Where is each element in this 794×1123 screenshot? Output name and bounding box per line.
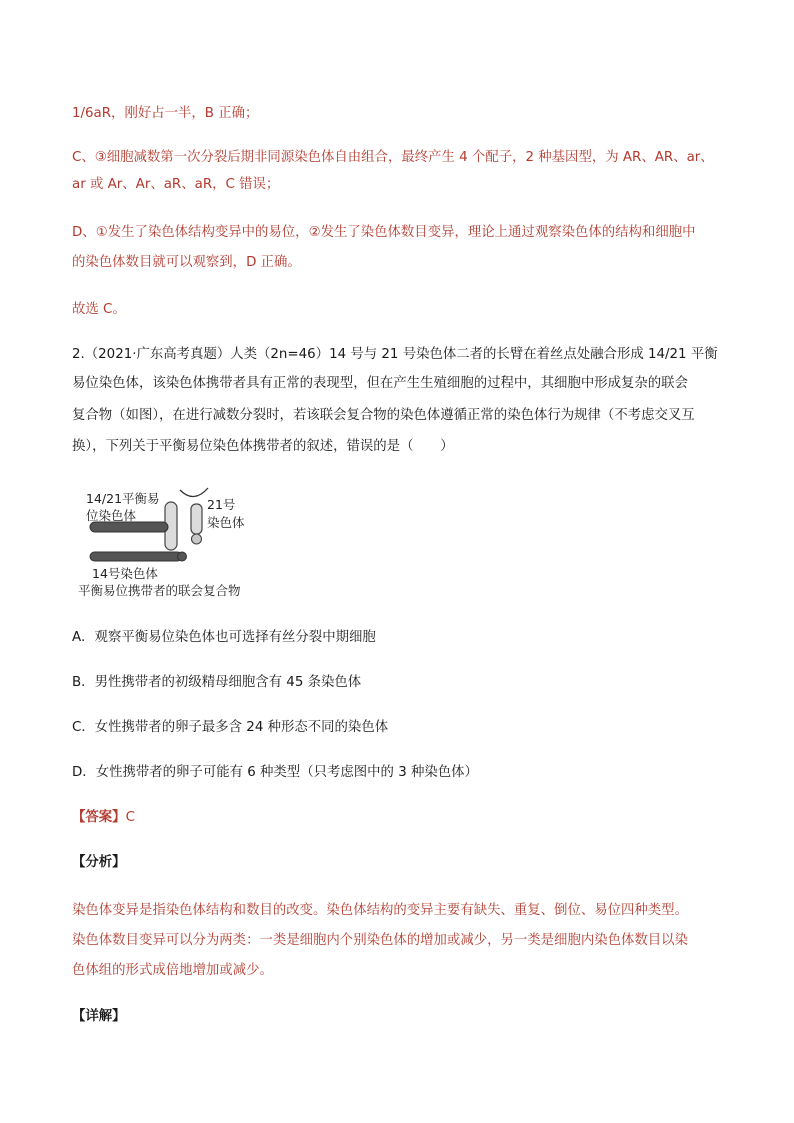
analysis-top-line-4: D、①发生了染色体结构变异中的易位，②发生了染色体数目变异，理论上通过观察染色体的结构和细胞中 (72, 225, 696, 240)
option-b: B．男性携带者的初级精母细胞含有 45 条染色体 (72, 675, 362, 690)
label-translocation-1: 14/21平衡易 (86, 491, 160, 506)
analysis-top-line-3: ar 或 Ar、Ar、aR、aR，C 错误； (72, 177, 280, 192)
chromosome-14-centromere (178, 552, 187, 561)
option-d: D．女性携带者的卵子可能有 6 种类型（只考虑图中的 3 种染色体） (72, 765, 478, 780)
question-line-4: 换），下列关于平衡易位染色体携带者的叙述，错误的是（ ） (72, 439, 454, 454)
analysis-top-line-5: 的染色体数目就可以观察到，D 正确。 (72, 255, 301, 270)
analysis-line-1: 染色体变异是指染色体结构和数目的改变。染色体结构的变异主要有缺失、重复、倒位、易位四种类型。 (72, 903, 688, 918)
figure-caption: 平衡易位携带者的联会复合物 (78, 583, 241, 598)
chromosome-21 (191, 504, 202, 534)
answer-value: C (125, 810, 135, 825)
analysis-top-choice: 故选 C。 (72, 302, 126, 317)
analysis-top-line-2: C、③细胞减数第一次分裂后期非同源染色体自由组合，最终产生 4 个配子，2 种基因型，为 AR、AR、ar、 (72, 150, 714, 165)
question-line-1: 2.（2021·广东高考真题）人类（2n=46）14 号与 21 号染色体二者的长臂在着丝点处融合形成 14/21 平衡 (72, 347, 718, 362)
detail-label: 【详解】 (72, 1009, 126, 1024)
synapsis-curve (180, 488, 208, 497)
label-14: 14号染色体 (92, 566, 158, 581)
analysis-line-2: 染色体数目变异可以分为两类：一类是细胞内个别染色体的增加或减少，另一类是细胞内染色体数目以染 (72, 933, 688, 948)
label-translocation-2: 位染色体 (86, 508, 137, 523)
synaptic-complex-figure (76, 482, 276, 602)
option-a: A．观察平衡易位染色体也可选择有丝分裂中期细胞 (72, 630, 376, 645)
question-line-2: 易位染色体，该染色体携带者具有正常的表现型，但在产生生殖细胞的过程中，其细胞中形成复杂的联会 (72, 376, 688, 391)
analysis-label: 【分析】 (72, 855, 126, 870)
chromosome-14 (90, 552, 182, 561)
analysis-line-3: 色体组的形式成倍地增加或减少。 (72, 963, 273, 978)
question-line-3: 复合物（如图），在进行减数分裂时，若该联会复合物的染色体遵循正常的染色体行为规律（不考虑交叉互 (72, 408, 695, 423)
label-21-2: 染色体 (207, 515, 245, 530)
label-21-1: 21号 (207, 497, 236, 512)
analysis-top-line-1: 1/6aR，刚好占一半，B 正确； (72, 106, 259, 121)
answer-label: 【答案】 (72, 810, 126, 825)
chromosome-21-satellite (192, 534, 202, 544)
option-c: C．女性携带者的卵子最多含 24 种形态不同的染色体 (72, 720, 389, 735)
answer-line (72, 808, 135, 828)
